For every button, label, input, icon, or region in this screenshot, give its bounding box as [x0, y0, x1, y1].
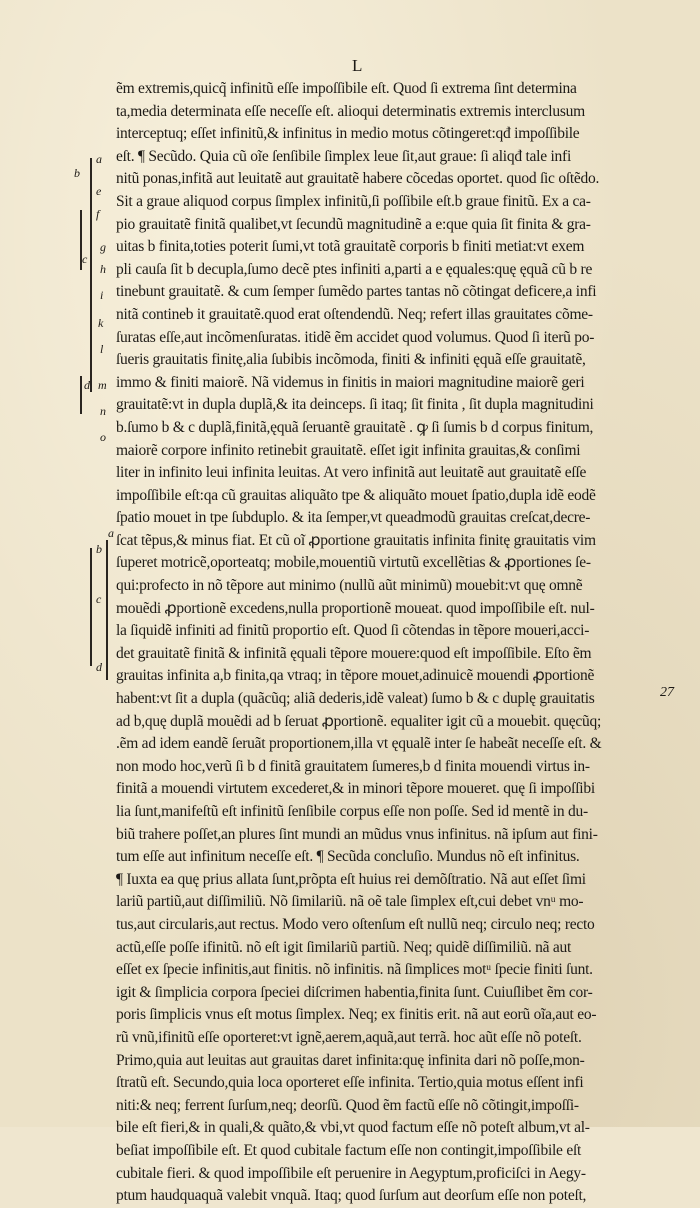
text-line: beſiat impoſſibile eſt. Et quod cubitale factum eſſe non contingit,impoſſibile eſt	[116, 1141, 582, 1159]
margin-letter: d	[84, 378, 90, 392]
text-line: niti:& neq; ferrent ſurſum,neq; deorſũ. Quod ẽm factũ eſſe nõ cõtingit,impoſſi-	[116, 1096, 579, 1114]
text-line: poris ſimplicis vnus eſt motus ſimplex. Neq; ex finitis erit. nã aut eorũ oĩa,aut eo-	[116, 1006, 597, 1024]
text-line: uitas b finita,toties poterit ſumi,vt totã grauitatẽ corporis b finiti metiat:vt exem	[116, 238, 585, 256]
text-line: ſueris grauitatis finitę,alia ſubibis incõmoda, finiti & infiniti ęquã eſſe grauitatẽ,	[116, 351, 586, 369]
text-line: habent:vt ſit a dupla (quãcũq; aliã dederis,idẽ valeat) ſumo b & c duplę grauitatis	[116, 690, 595, 708]
margin-bracket	[80, 376, 82, 414]
text-line: bile eſt fieri,& in quali,& quãto,& vbi,vt quod factum eſſe nõ poteſt album,vt al-	[116, 1119, 590, 1137]
margin-bracket	[90, 158, 92, 392]
text-line: ad b,quę duplã mouẽdi ad b ſeruat ꝓportionẽ. equaliter igit cũ a mouebit. quęcũq;	[116, 712, 602, 730]
text-body	[116, 78, 656, 1208]
text-line: eſt. ¶ Secũdo. Quia cũ oĩe ſenſibile ſimplex leue ſit,aut graue: ſi aliqđ tale infi	[116, 147, 572, 165]
text-line: interceptuq; eſſet infinitũ,& infinitus in medio motus cõtingeret:qđ impoſſibile	[116, 125, 580, 143]
margin-letter: m	[98, 378, 107, 392]
text-line: liter in infinito leui infinita leuitas. At vero infinitã aut leuitatẽ aut grauitatẽ eſſe	[116, 464, 587, 482]
text-line: qui:profecto in nõ tẽpore aut minimo (nullũ aũt minimũ) mouebit:vt quę omnẽ	[116, 577, 583, 595]
margin-bracket	[90, 548, 92, 666]
text-line: finitã a mouendi virtutem excederet,& in minori tẽpore moueret. quę ſi impoſſibi	[116, 780, 595, 798]
margin-letter: k	[98, 316, 104, 330]
text-line: nitã contineb it grauitatẽ.quod erat oſtendendũ. Neq; refert illas grauitates cõme-	[116, 305, 593, 323]
text-line: Primo,quia aut leuitas aut grauitas daret infinita:quę infinita dari nõ poſſe,mon-	[116, 1051, 585, 1069]
margin-letter: n	[100, 404, 106, 418]
folio-mark: L	[352, 56, 364, 75]
margin-letter: c	[96, 592, 102, 606]
margin-bracket	[106, 540, 108, 680]
text-line: lariũ partiũ,aut diſſimiliũ. Nõ ſimilariũ. nã oẽ tale ſimplex eſt,cui debet vnᵘ mo-	[116, 893, 584, 911]
margin-letter: d	[96, 660, 102, 674]
text-line: grauitatẽ:vt in dupla duplã,& ita deinceps. ſi itaq; ſit finita , ſit dupla magnitudini	[116, 396, 594, 414]
margin-letter: a	[96, 152, 102, 166]
margin-letter: l	[100, 342, 104, 356]
text-line: non modo hoc,verũ ſi b d finitã grauitatem ſumeres,b d finita mouendi virtus in-	[116, 757, 590, 775]
text-line: actũ,eſſe poſſe ifinitũ. nõ eſt igit ſimilariũ partiũ. Neq; quidẽ diſſimiliũ. nã aut	[116, 938, 572, 956]
text-line: pli cauſa ſit b decupla,ſumo decẽ ptes infiniti a,parti a e ęquales:quę ęquã cũ b re	[116, 260, 593, 278]
text-line: ſuratas eſſe,aut incõmenſuratas. itidẽ ẽm accidet quod volumus. Quod ſi iterũ po-	[116, 328, 595, 346]
text-line: biũ trahere poſſet,an plures ſint mundi an mũdus vnus infinitus. nã ipſum aut fini-	[116, 825, 598, 843]
text-line: ẽm extremis,quicq̃ infinitũ eſſe impoſſibile eſt. Quod ſi extrema ſint determina	[116, 80, 577, 97]
text-line: nitũ ponas,infitã aut leuitatẽ aut grauitatẽ habere cõcedas oportet. quod ſic oſtẽdo.	[116, 170, 600, 188]
margin-bracket	[80, 210, 82, 270]
margin-letter: g	[100, 240, 106, 254]
text-line: Sit a graue aliquod corpus ſimplex infinitũ,ſi poſſibile eſt.b graue finitũ. Ex a ca-	[116, 192, 591, 210]
text-line: grauitas infinita a,b finita,qa vtraq; in tẽpore mouet,adinuicẽ mouendi ꝓportionẽ	[116, 667, 595, 685]
text-line: cubitale fieri. & quod impoſſibile eſt peruenire in Aegyptum,proficiſci in Aegy-	[116, 1164, 586, 1182]
text-line: ſtratũ eſt. Secundo,quia loca oporteret eſſe infinita. Tertio,quia motus eſſent infi	[116, 1074, 584, 1092]
text-line: igit & ſimplicia corpora ſpeciei diſcrimen habentia,finita ſunt. Cuiuſlibet ẽm cor-	[116, 983, 593, 1001]
text-line: ¶ Iuxta ea quę prius allata ſunt,prõpta eſt huius rei demõſtratio. Nã aut eſſet ſimi	[116, 870, 586, 888]
text-line: eſſet ex ſpecie infinitis,aut finitis. nõ infinitis. nã ſimplices motᵘ ſpecie finiti ſunt.	[116, 961, 593, 979]
text-line: b.ſumo b & c duplã,finitã,ęquã ſeruantẽ grauitatẽ . ꝙ ſi ſumis b d corpus finitum,	[116, 418, 594, 436]
margin-number: 27	[660, 685, 674, 700]
text-line: ta,media determinata eſſe neceſſe eſt. alioqui determinatis extremis interclusum	[116, 102, 585, 120]
text-line: lia ſunt,manifeſtũ eſt infinitũ ſenſibile corpus eſſe non poſſe. Sed id mentẽ in du-	[116, 803, 588, 820]
text-line: maiorẽ corpore infinito retinebit grauitatẽ. eſſet igit infinita grauitas,& conſimi	[116, 441, 581, 459]
margin-letter: b	[96, 542, 102, 556]
margin-letter: e	[96, 184, 102, 198]
margin-letter: c	[82, 252, 88, 266]
text-line: .ẽm ad idem eandẽ ſeruãt proportionem,illa vt ęqualẽ inter ſe habeãt neceſſe eſt. &	[116, 735, 602, 753]
text-line: tinebunt grauitatẽ. & cum ſemper ſumẽdo partes tantas nõ cõtingat deficere,a infi	[116, 283, 597, 301]
margin-letter: b	[74, 166, 80, 180]
text-line: ſpatio mouet in tpe ſubduplo. & ita ſemper,vt queadmodũ grauitas creſcat,decre-	[116, 509, 591, 527]
margin-letter: f	[96, 207, 100, 221]
text-line: impoſſibile eſt:qa cũ grauitas aliquãto tpe & aliquãto mouet ſpatio,dupla idẽ eodẽ	[116, 486, 596, 504]
text-line: rũ vnũ,ifinitũ eſſe oporteret:vt ignẽ,aerem,aquã,aut terrã. hoc aũt eſſe nõ poteſt.	[116, 1028, 582, 1046]
text-line: mouẽdi ꝓportionẽ excedens,nulla proportionẽ moueat. quod impoſſibile eſt. nul-	[116, 599, 595, 617]
text-line: pio grauitatẽ finitã qualibet,vt ſecundũ magnitudinẽ a e:que quia ſit finita & gra-	[116, 215, 591, 233]
text-line: ptum haudquaquã valebit vnquã. Itaq; quod ſurſum aut deorſum eſſe non poteſt,	[116, 1187, 587, 1205]
text-line: la ſiquidẽ infiniti ad finitũ proportio eſt. Quod ſi cõtendas in tẽpore moueri,acci-	[116, 622, 590, 640]
margin-letter: i	[100, 288, 104, 302]
margin-letter: a	[108, 526, 114, 540]
text-line: det grauitatẽ finitã & infinitã ęquali tẽpore mouere:quod eſt impoſſibile. Eſto ẽm	[116, 644, 592, 662]
text-line: immo & finiti maiorẽ. Nã videmus in finitis in maiori magnitudine maiorẽ geri	[116, 373, 585, 391]
margin-letter: o	[100, 430, 106, 444]
text-line: ſcat tẽpus,& minus fiat. Et cũ oĩ ꝓportione grauitatis infinita finitę grauitatis vim	[116, 531, 596, 549]
margin-letter: h	[100, 262, 106, 276]
text-line: ſuperet motricẽ,oporteatq; mobile,mouentiũ virtutũ excellẽtias & ꝓportiones ſe-	[116, 554, 591, 572]
text-line: tum eſſe aut infinitum neceſſe eſt. ¶ Secũda concluſio. Mundus nõ eſt infinitus.	[116, 848, 580, 866]
text-line: tus,aut circularis,aut rectus. Modo vero oſtenſum eſt nullũ neq; circulo neq; recto	[116, 915, 595, 933]
